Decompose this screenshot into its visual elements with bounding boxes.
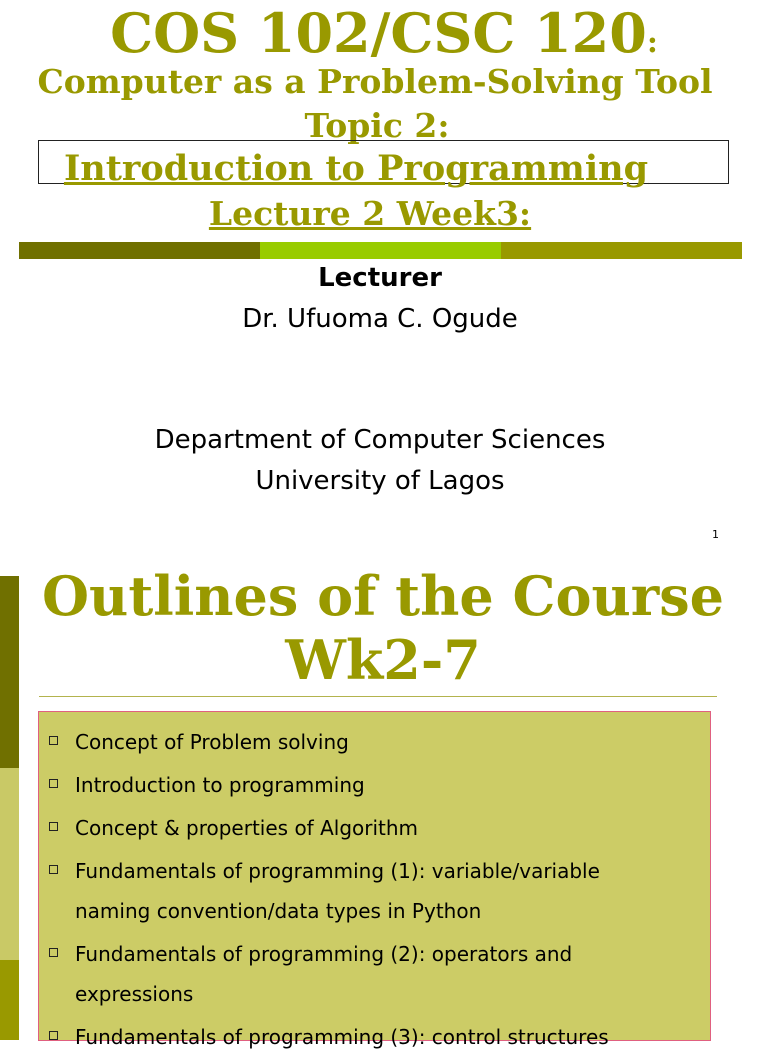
outline-content-box (38, 711, 711, 1049)
square-bullet-icon (49, 948, 58, 957)
list-item (39, 851, 709, 931)
divider-stripe-olive (501, 242, 742, 259)
side-bar-light (0, 768, 19, 960)
list-item-text: Fundamentals of programming (3): control structures (75, 1025, 609, 1049)
square-bullet-icon (49, 822, 58, 831)
lecture-heading: Lecture 2 Week3: (208, 194, 532, 233)
list-item (39, 722, 709, 762)
course-subtitle: Computer as a Problem-Solving Tool (37, 62, 713, 101)
university-name: University of Lagos (255, 466, 505, 496)
square-bullet-icon (49, 736, 58, 745)
topic-heading: Topic 2: (304, 106, 450, 145)
lecturer-name: Dr. Ufuoma C. Ogude (242, 304, 518, 334)
list-item-text: Concept of Problem solving (75, 730, 349, 754)
outline-list (39, 722, 709, 1060)
square-bullet-icon (49, 779, 58, 788)
list-item-text: Introduction to programming (75, 773, 365, 797)
outline-title-line1: Outlines of the Course (42, 564, 724, 628)
outline-title (0, 564, 766, 692)
page-number: 1 (712, 528, 719, 541)
course-code: COS 102/CSC 120 (110, 1, 647, 65)
list-item (39, 934, 709, 1014)
title-divider (39, 696, 717, 697)
divider-stripe-dark (19, 242, 260, 259)
side-bar-olive (0, 960, 19, 1040)
outline-title-line2: Wk2-7 (285, 628, 481, 692)
divider-stripe-green (260, 242, 501, 259)
outline-slide (0, 556, 768, 1049)
list-item-text: Concept & properties of Algorithm (75, 816, 419, 840)
list-item-text: Fundamentals of programming (2): operators and expressions (75, 942, 573, 1006)
square-bullet-icon (49, 1031, 58, 1040)
list-item (39, 1017, 709, 1057)
intro-heading: Introduction to Programming (63, 148, 649, 189)
list-item-text: Fundamentals of programming (1): variable/variable naming convention/data types in Python (75, 859, 600, 923)
square-bullet-icon (49, 865, 58, 874)
course-code-colon: : (646, 25, 658, 60)
list-item (39, 765, 709, 805)
lecturer-label: Lecturer (318, 263, 442, 293)
department-name: Department of Computer Sciences (154, 425, 606, 455)
list-item (39, 808, 709, 848)
